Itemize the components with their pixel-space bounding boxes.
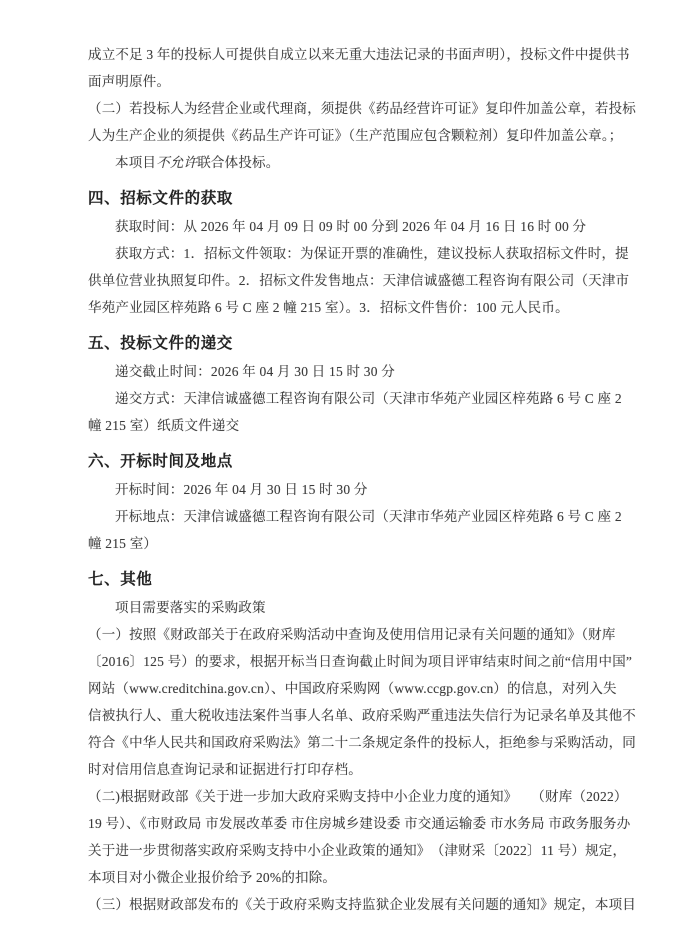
- document-line: （二）若投标人为经营企业或代理商，须提供《药品经营许可证》复印件加盖公章，若投标: [88, 101, 636, 116]
- document-line: 信被执行人、重大税收违法案件当事人名单、政府采购严重违法失信行为记录名单及其他不: [88, 708, 636, 723]
- document-line: 成立不足 3 年的投标人可提供自成立以来无重大违法记录的书面声明），投标文件中提供书: [88, 47, 630, 62]
- document-line: 华苑产业园区梓苑路 6 号 C 座 2 幢 215 室）。3．招标文件售价：100 元人民币。: [88, 300, 569, 315]
- document-line: [88, 149, 608, 176]
- text-segment: 联合体投标。: [197, 155, 280, 170]
- document-line: 网站（www.creditchina.gov.cn）、中国政府采购网（www.ccgp.gov.cn）的信息，对列入失: [88, 681, 617, 696]
- section-heading: 六、开标时间及地点: [88, 453, 233, 470]
- document-line: 19 号）、《市财政局 市发展改革委 市住房城乡建设委 市交通运输委 市水务局 市政务服务办: [88, 816, 631, 831]
- section-heading: 五、投标文件的递交: [88, 335, 233, 352]
- document-line: 递交方式：天津信诚盛德工程咨询有限公司（天津市华苑产业园区梓苑路 6 号 C 座 2: [115, 391, 622, 406]
- document-line: 幢 215 室）: [88, 536, 158, 551]
- document-line: 幢 215 室）纸质文件递交: [88, 418, 240, 433]
- document-line: 递交截止时间：2026 年 04 月 30 日 15 时 30 分: [115, 364, 395, 379]
- document-line: 人为生产企业的须提供《药品生产许可证》（生产范围应包含颗粒剂）复印件加盖公章。；: [88, 128, 623, 143]
- document-line: 关于进一步贯彻落实政府采购支持中小企业政策的通知》 （津财采〔2022〕11 号）规定，: [88, 843, 627, 858]
- document-line: 供单位营业执照复印件。2．招标文件发售地点：天津信诚盛德工程咨询有限公司（天津市: [88, 273, 630, 288]
- document-line: （三）根据财政部发布的《关于政府采购支持监狱企业发展有关问题的通知》规定，本项目: [88, 897, 636, 912]
- emphasized-text: 不允许: [156, 155, 198, 170]
- document-line: 〔2016〕125 号）的要求，根据开标当日查询截止时间为项目评审结束时间之前“信用中国”: [88, 654, 633, 669]
- section-heading: 七、其他: [88, 571, 153, 588]
- document-line: 开标地点：天津信诚盛德工程咨询有限公司（天津市华苑产业园区梓苑路 6 号 C 座 2: [115, 509, 622, 524]
- document-line: 符合《中华人民共和国政府采购法》第二十二条规定条件的投标人，拒绝参与采购活动，同: [88, 735, 636, 750]
- document-line: 项目需要落实的采购政策: [115, 600, 266, 615]
- section-heading: 四、招标文件的获取: [88, 190, 233, 207]
- document-line: 本项目对小微企业报价给予 20%的扣除。: [88, 870, 337, 885]
- document-line: 获取方式：1．招标文件领取：为保证开票的准确性，建议投标人获取招标文件时，提: [115, 246, 629, 261]
- document-line: 面声明原件。: [88, 74, 171, 89]
- document-line: 时对信用信息查询记录和证据进行打印存档。: [88, 762, 362, 777]
- text-segment: 本项目: [115, 155, 157, 170]
- document-line: 获取时间：从 2026 年 04 月 09 日 09 时 00 分到 2026 年 04 月 16 日 16 时 00 分: [115, 219, 587, 234]
- document-line: 开标时间：2026 年 04 月 30 日 15 时 30 分: [115, 482, 368, 497]
- document-line: （一）按照《财政部关于在政府采购活动中查询及使用信用记录有关问题的通知》（财库: [88, 627, 616, 642]
- document-line: （二)根据财政部《关于进一步加大政府采购支持中小企业力度的通知》 （财库（2022）: [88, 789, 628, 804]
